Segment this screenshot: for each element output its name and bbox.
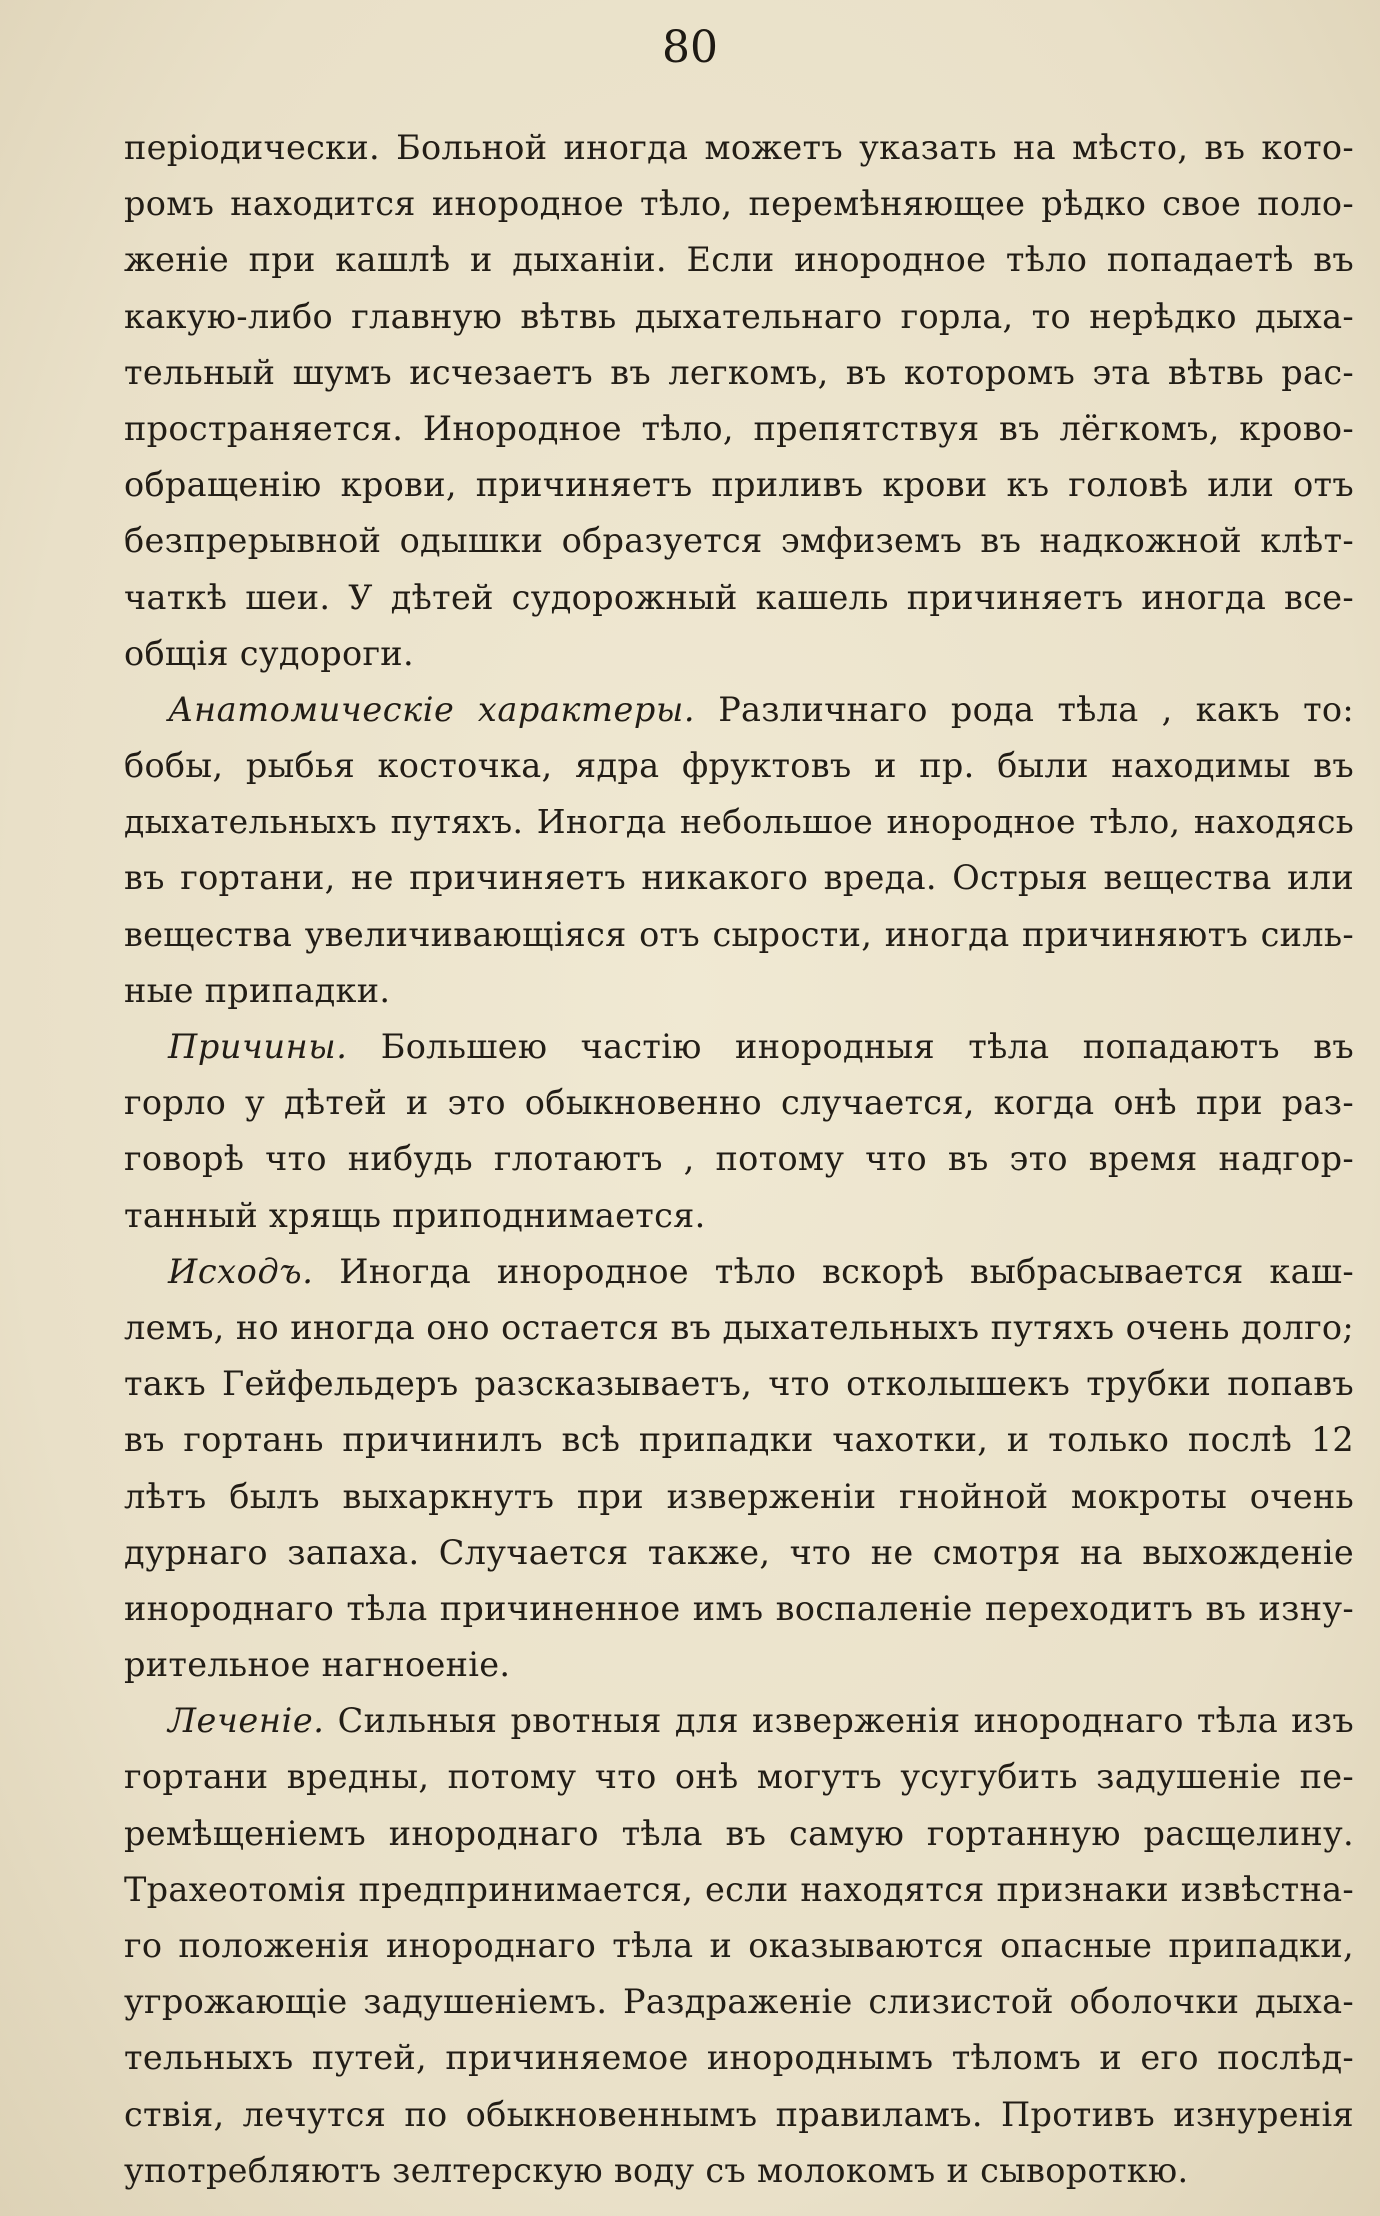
text-line <box>124 176 1354 232</box>
line-text: ромъ находится инородное тѣло, перемѣняющее рѣдко свое поло- <box>124 184 1354 224</box>
text-line <box>124 1806 1354 1862</box>
text-line <box>124 1244 1354 1300</box>
line-text: какую-либо главную вѣтвь дыхательнаго горла, то нерѣдко дыха- <box>124 296 1354 336</box>
line-text: періодически. Больной иногда можетъ указать на мѣсто, въ кото- <box>124 128 1354 167</box>
text-line <box>124 2030 1354 2086</box>
text-line <box>124 794 1354 850</box>
text-line <box>124 457 1354 513</box>
text-line <box>124 1131 1354 1187</box>
line-text: Трахеотомія предпринимается, если находятся признаки извѣстна- <box>124 1869 1354 1909</box>
line-text: говорѣ что нибудь глотаютъ , потому что въ это время надгор- <box>124 1139 1354 1179</box>
line-text: общія судороги. <box>124 633 414 673</box>
text-line <box>124 907 1354 963</box>
line-text: го положенія инороднаго тѣла и оказываются опасные припадки, <box>124 1926 1354 1965</box>
line-text: вещества увеличивающіяся отъ сырости, иногда причиняютъ силь- <box>124 914 1354 954</box>
line-text: ные припадки. <box>124 970 391 1010</box>
line-text: употребляютъ зелтерскую воду съ молокомъ и сывороткю. <box>124 2150 1189 2190</box>
line-text: бобы, рыбья косточка, ядра фруктовъ и пр. были находимы въ <box>124 746 1354 786</box>
text-line <box>124 1862 1354 1918</box>
text-line <box>124 1356 1354 1412</box>
line-text: тельныхъ путей, причиняемое инороднымъ тѣломъ и его послѣд- <box>124 2038 1354 2078</box>
line-text: ствія, лечутся по обыкновеннымъ правиламъ. Противъ изнуренія <box>124 2094 1354 2134</box>
text-line <box>124 401 1354 457</box>
text-line <box>124 345 1354 401</box>
section-heading: Леченіе. <box>168 1701 325 1741</box>
text-line <box>124 1300 1354 1356</box>
text-line <box>124 963 1354 1019</box>
line-text: Иногда инородное тѣло вскорѣ выбрасывается каш- <box>313 1251 1354 1291</box>
line-text: инороднаго тѣла причиненное имъ воспаленіе переходитъ въ изну- <box>124 1588 1354 1628</box>
text-line <box>124 289 1354 345</box>
line-text: гортани вредны, потому что онѣ могутъ усугубить задушеніе пе- <box>124 1757 1354 1797</box>
section-heading: Причины. <box>168 1027 348 1066</box>
text-line <box>124 570 1354 626</box>
line-text: танный хрящь приподнимается. <box>124 1195 706 1235</box>
line-text: ремѣщеніемъ инороднаго тѣла въ самую гортанную расщелину. <box>124 1813 1354 1853</box>
line-text: дурнаго запаха. Случается также, что не смотря на выхожденіе <box>124 1532 1354 1572</box>
text-line <box>124 2087 1354 2143</box>
line-text: обращенію крови, причиняетъ приливъ крови къ головѣ или отъ <box>124 465 1354 505</box>
section-heading: Анатомическіе характеры. <box>168 689 696 729</box>
text-line <box>124 1412 1354 1468</box>
text-line <box>124 1019 1354 1075</box>
text-line <box>124 682 1354 738</box>
line-text: лемъ, но иногда оно остается въ дыхательныхъ путяхъ очень долго; <box>124 1307 1354 1347</box>
text-line <box>124 1749 1354 1805</box>
text-line <box>124 1918 1354 1974</box>
text-line <box>124 1525 1354 1581</box>
text-line <box>124 2143 1354 2199</box>
line-text: лѣтъ былъ выхаркнутъ при изверженіи гнойной мокроты очень <box>124 1476 1354 1516</box>
text-line <box>124 626 1354 682</box>
line-text: дыхательныхъ путяхъ. Иногда небольшое инородное тѣло, находясь <box>124 802 1354 842</box>
text-line <box>124 1974 1354 2030</box>
line-text: горло у дѣтей и это обыкновенно случается, когда онѣ при раз- <box>124 1083 1354 1123</box>
line-text: женіе при кашлѣ и дыханіи. Если инородное тѣло попадаетѣ въ <box>124 240 1354 280</box>
line-text: пространяется. Инородное тѣло, препятствуя въ лёгкомъ, крово- <box>124 408 1354 448</box>
line-text: рительное нагноеніе. <box>124 1645 511 1685</box>
text-line <box>124 1581 1354 1637</box>
line-text: такъ Гейфельдеръ разсказываетъ, что отколышекъ трубки попавъ <box>124 1364 1354 1404</box>
text-line <box>124 1469 1354 1525</box>
text-line <box>124 738 1354 794</box>
text-line <box>124 1188 1354 1244</box>
text-line <box>124 513 1354 569</box>
text-line <box>124 232 1354 288</box>
line-text: Различнаго рода тѣла , какъ то: <box>695 689 1354 729</box>
page-number: 80 <box>662 22 718 73</box>
text-line <box>124 1075 1354 1131</box>
line-text: чаткѣ шеи. У дѣтей судорожный кашель причиняетъ иногда все- <box>124 577 1354 617</box>
line-text: тельный шумъ исчезаетъ въ легкомъ, въ которомъ эта вѣтвь рас- <box>124 352 1354 392</box>
line-text: угрожающіе задушеніемъ. Раздраженіе слизистой оболочки дыха- <box>124 1982 1354 2022</box>
text-line <box>124 1637 1354 1693</box>
body-text <box>124 120 1354 2199</box>
line-text: Большею частію инородныя тѣла попадаютъ въ <box>347 1027 1354 1066</box>
line-text: Сильныя рвотныя для изверженія инороднаго тѣла изъ <box>324 1701 1354 1741</box>
line-text: въ гортани, не причиняетъ никакого вреда. Острыя вещества или <box>124 858 1354 898</box>
line-text: въ гортань причинилъ всѣ припадки чахотки, и только послѣ 12 <box>124 1420 1354 1460</box>
text-line <box>124 850 1354 906</box>
line-text: безпрерывной одышки образуется эмфиземъ въ надкожной клѣт- <box>124 521 1354 561</box>
section-heading: Исходъ. <box>168 1251 314 1291</box>
text-line <box>124 120 1354 176</box>
text-line <box>124 1693 1354 1749</box>
